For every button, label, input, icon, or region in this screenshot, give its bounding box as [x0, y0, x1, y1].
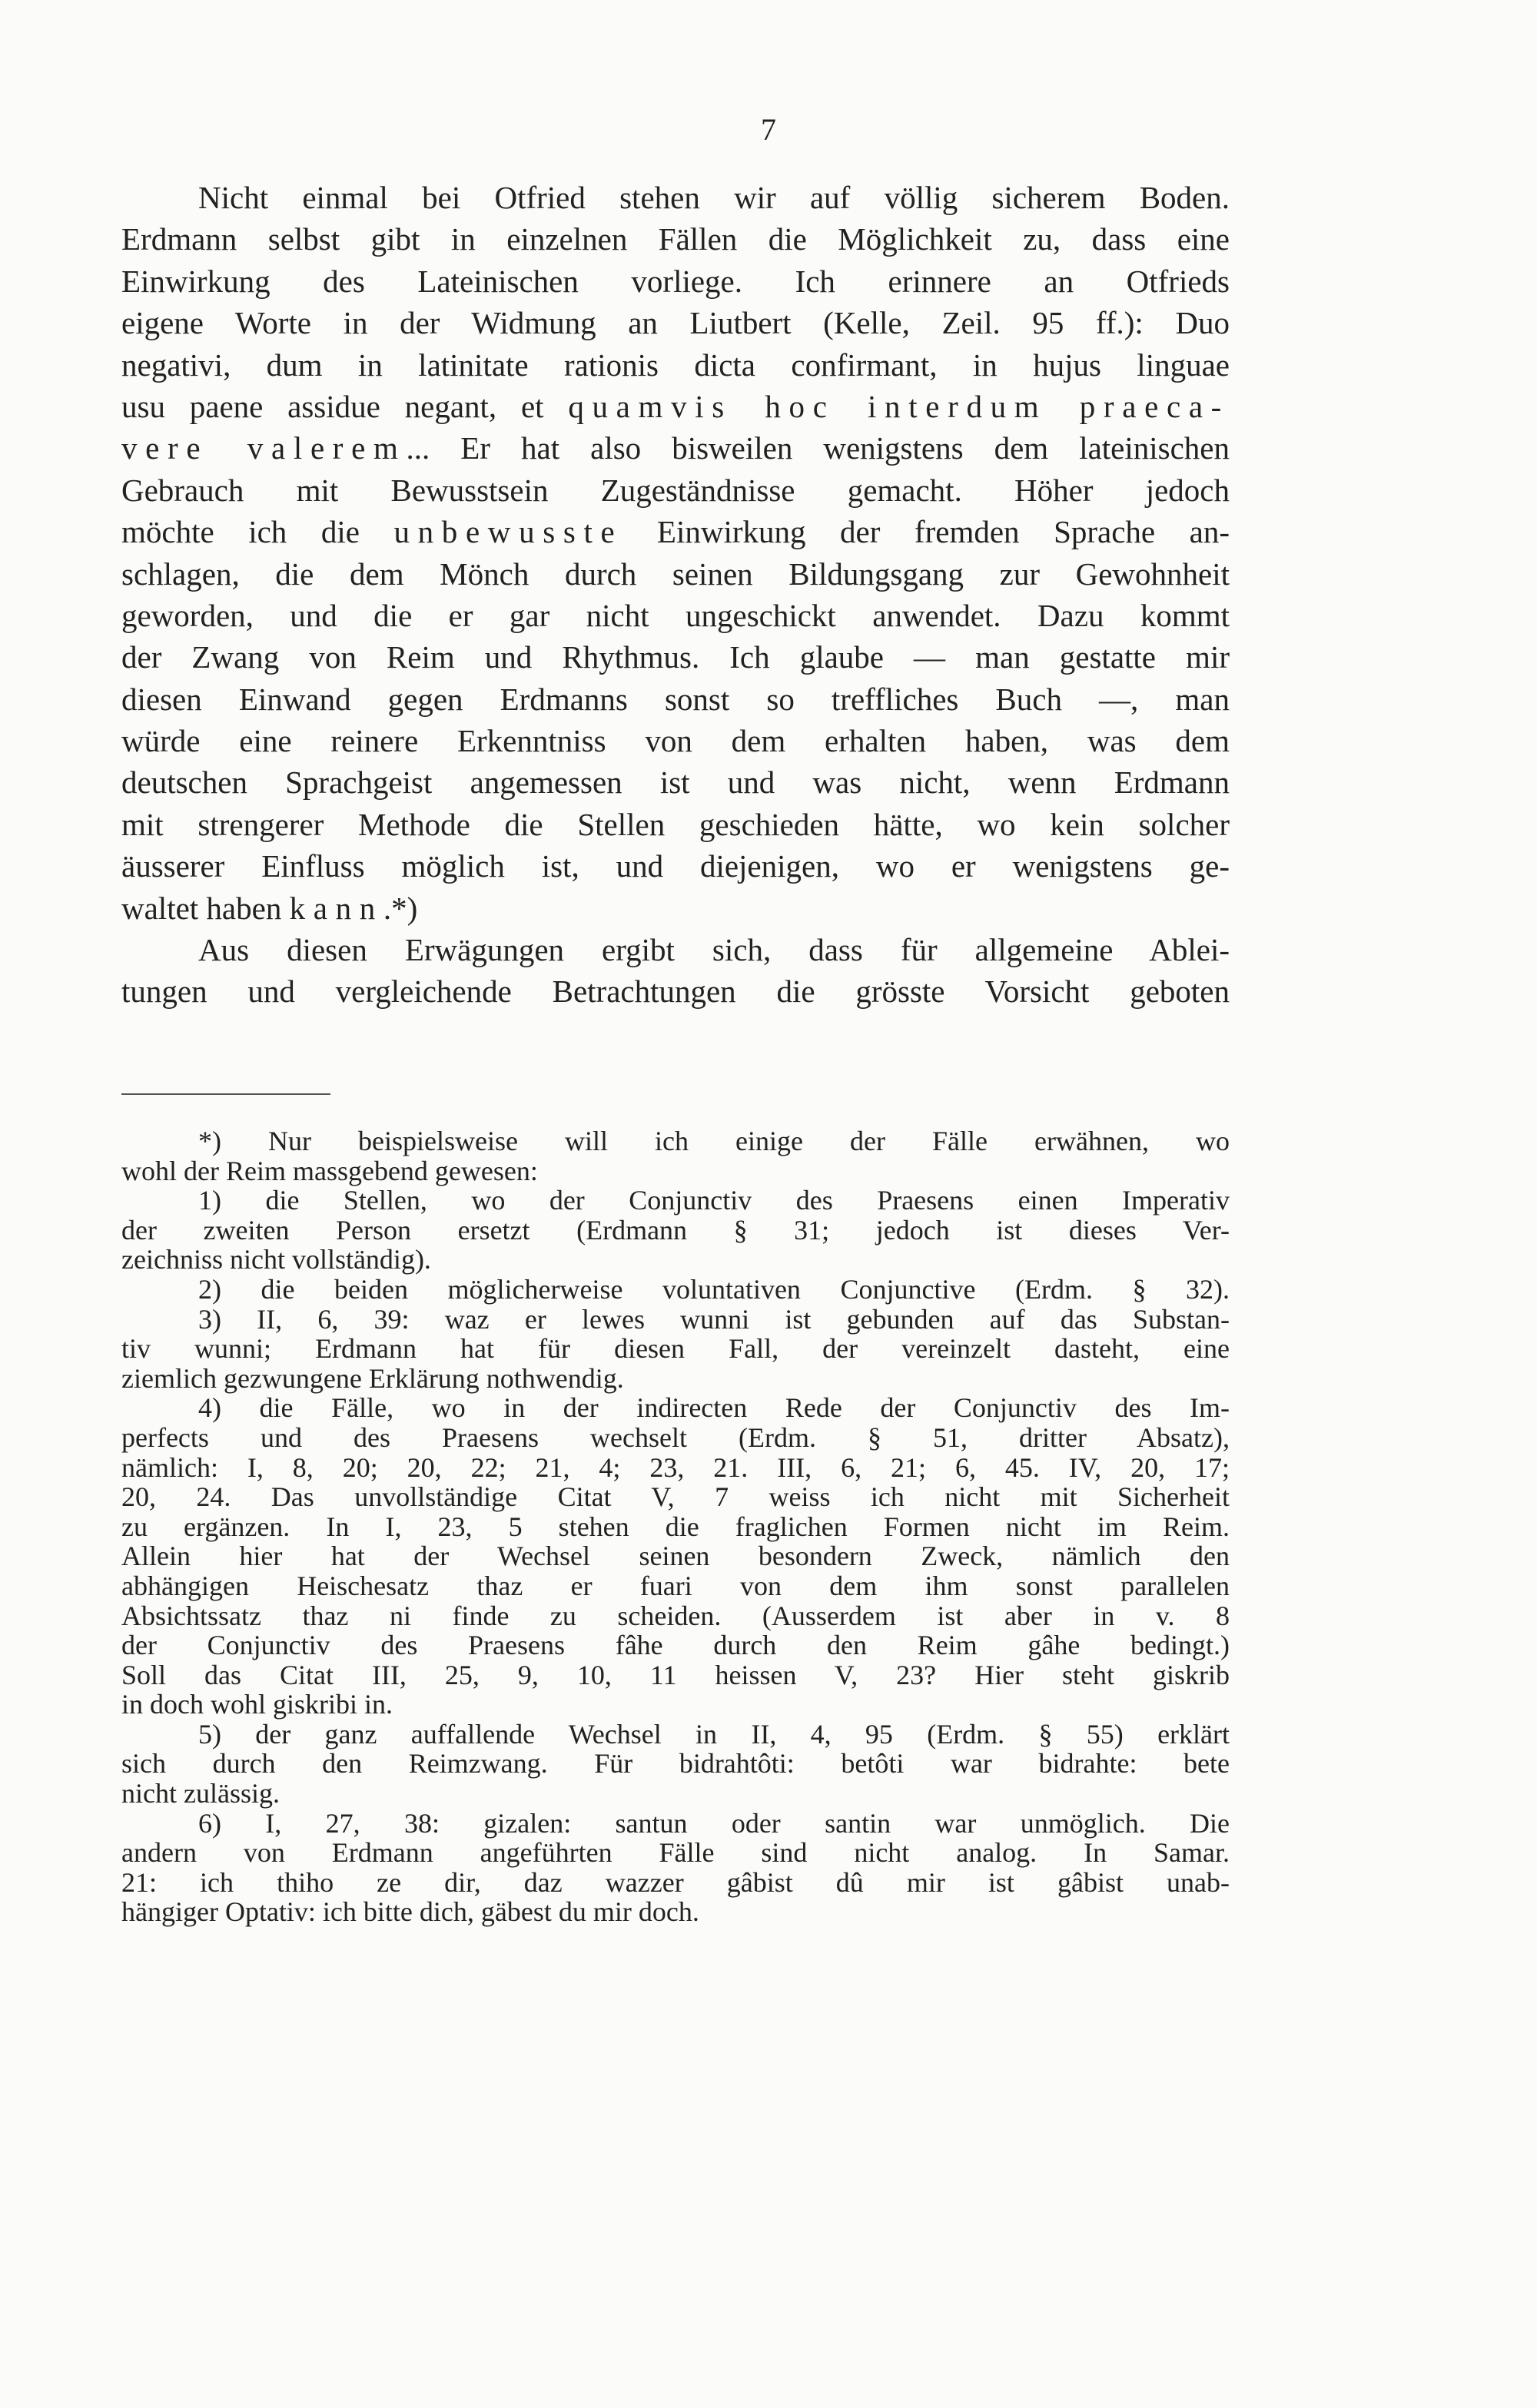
footnote-line: 3) II, 6, 39: waz er lewes wunni ist gebunden auf das Substan-: [198, 1303, 1230, 1335]
text-line: deutschen Sprachgeist angemessen ist und was nicht, wenn Erdmann: [121, 765, 1230, 801]
text-line: eigene Worte in der Widmung an Liutbert (Kelle, Zeil. 95 ff.): Duo: [121, 305, 1230, 341]
footnote-line: sich durch den Reimzwang. Für bidrahtôti: betôti war bidrahte: bete: [121, 1748, 1230, 1779]
text-line: Einwirkung des Lateinischen vorliege. Ich erinnere an Otfrieds: [121, 263, 1230, 299]
footnote-line: tiv wunni; Erdmann hat für diesen Fall, der vereinzelt dasteht, eine: [121, 1333, 1230, 1365]
text-line: schlagen, die dem Mönch durch seinen Bildungsgang zur Gewohnheit: [121, 556, 1230, 592]
text-line: waltet haben kann.*): [121, 890, 418, 926]
footnote-line: Soll das Citat III, 25, 9, 10, 11 heissen V, 23? Hier steht giskrib: [121, 1659, 1230, 1690]
text-line: Aus diesen Erwägungen ergibt sich, dass für allgemeine Ablei-: [198, 932, 1230, 968]
footnote-line: 4) die Fälle, wo in der indirecten Rede der Conjunctiv des Im-: [198, 1392, 1230, 1424]
footnote-line: zeichniss nicht vollständig).: [121, 1244, 431, 1275]
footnote-line: Allein hier hat der Wechsel seinen besondern Zweck, nämlich den: [121, 1541, 1230, 1572]
footnote-line: ziemlich gezwungene Erklärung nothwendig.: [121, 1362, 624, 1394]
footnote-line: andern von Erdmann angeführten Fälle sind nicht analog. In Samar.: [121, 1837, 1230, 1869]
text-line: Gebrauch mit Bewusstsein Zugeständnisse gemacht. Höher jedoch: [121, 472, 1230, 508]
footnote-line: 20, 24. Das unvollständige Citat V, 7 weiss ich nicht mit Sicherheit: [121, 1481, 1230, 1513]
footnote-line: 6) I, 27, 38: gizalen: santun oder santin war unmöglich. Die: [198, 1807, 1230, 1839]
footnote-line: hängiger Optativ: ich bitte dich, gäbest du mir doch.: [121, 1896, 699, 1928]
text-line: Nicht einmal bei Otfried stehen wir auf völlig sicherem Boden.: [198, 180, 1230, 215]
footnote-line: 2) die beiden möglicherweise voluntativen Conjunctive (Erdm. § 32).: [198, 1273, 1230, 1305]
footnote-line: 21: ich thiho ze dir, daz wazzer gâbist dû mir ist gâbist unab-: [121, 1866, 1230, 1898]
text-line: geworden, und die er gar nicht ungeschickt anwendet. Dazu kommt: [121, 597, 1230, 633]
footnote-line: 5) der ganz auffallende Wechsel in II, 4, 95 (Erdm. § 55) erklärt: [198, 1718, 1230, 1750]
text-line: usu paene assidue negant, et quamvis hoc interdum praeca-: [121, 388, 1230, 424]
text-line: vere valerem... Er hat also bisweilen wenigstens dem lateinischen: [121, 430, 1230, 466]
footnote-line: der zweiten Person ersetzt (Erdmann § 31; jedoch ist dieses Ver-: [121, 1214, 1230, 1245]
footnote-divider: [121, 1093, 330, 1095]
footnote-line: der Conjunctiv des Praesens fâhe durch den Reim gâhe bedingt.): [121, 1630, 1230, 1661]
footnote-line: 1) die Stellen, wo der Conjunctiv des Praesens einen Imperativ: [198, 1185, 1230, 1216]
footnote-line: in doch wohl giskribi in.: [121, 1689, 393, 1720]
text-line: tungen und vergleichende Betrachtungen die grösste Vorsicht geboten: [121, 973, 1230, 1010]
text-line: Erdmann selbst gibt in einzelnen Fällen die Möglichkeit zu, dass eine: [121, 221, 1230, 257]
footnote-line: zu ergänzen. In I, 23, 5 stehen die fraglichen Formen nicht im Reim.: [121, 1511, 1230, 1542]
text-line: negativi, dum in latinitate rationis dicta confirmant, in hujus linguae: [121, 347, 1230, 383]
text-line: äusserer Einfluss möglich ist, und diejenigen, wo er wenigstens ge-: [121, 848, 1230, 884]
text-line: würde eine reinere Erkenntniss von dem erhalten haben, was dem: [121, 723, 1230, 759]
footnote-line: nämlich: I, 8, 20; 20, 22; 21, 4; 23, 21. III, 6, 21; 6, 45. IV, 20, 17;: [121, 1451, 1230, 1483]
footnote-line: abhängigen Heischesatz thaz er fuari von dem ihm sonst parallelen: [121, 1570, 1230, 1601]
footnote-line: wohl der Reim massgebend gewesen:: [121, 1155, 538, 1186]
text-line: diesen Einwand gegen Erdmanns sonst so treffliches Buch —, man: [121, 681, 1230, 717]
footnote-line: perfects und des Praesens wechselt (Erdm. § 51, dritter Absatz),: [121, 1421, 1230, 1453]
footnote-line: nicht zulässig.: [121, 1778, 280, 1809]
text-line: möchte ich die unbewusste Einwirkung der fremden Sprache an-: [121, 514, 1230, 550]
footnote-line: *) Nur beispielsweise will ich einige der Fälle erwähnen, wo: [198, 1126, 1230, 1156]
text-line: der Zwang von Reim und Rhythmus. Ich glaube — man gestatte mir: [121, 639, 1230, 675]
main-text: [121, 177, 1230, 1013]
page-number: 7: [761, 112, 776, 147]
text-line: mit strengerer Methode die Stellen geschieden hätte, wo kein solcher: [121, 806, 1230, 842]
footnote: [121, 1126, 1230, 1927]
footnote-line: Absichtssatz thaz ni finde zu scheiden. (Ausserdem ist aber in v. 8: [121, 1600, 1230, 1631]
